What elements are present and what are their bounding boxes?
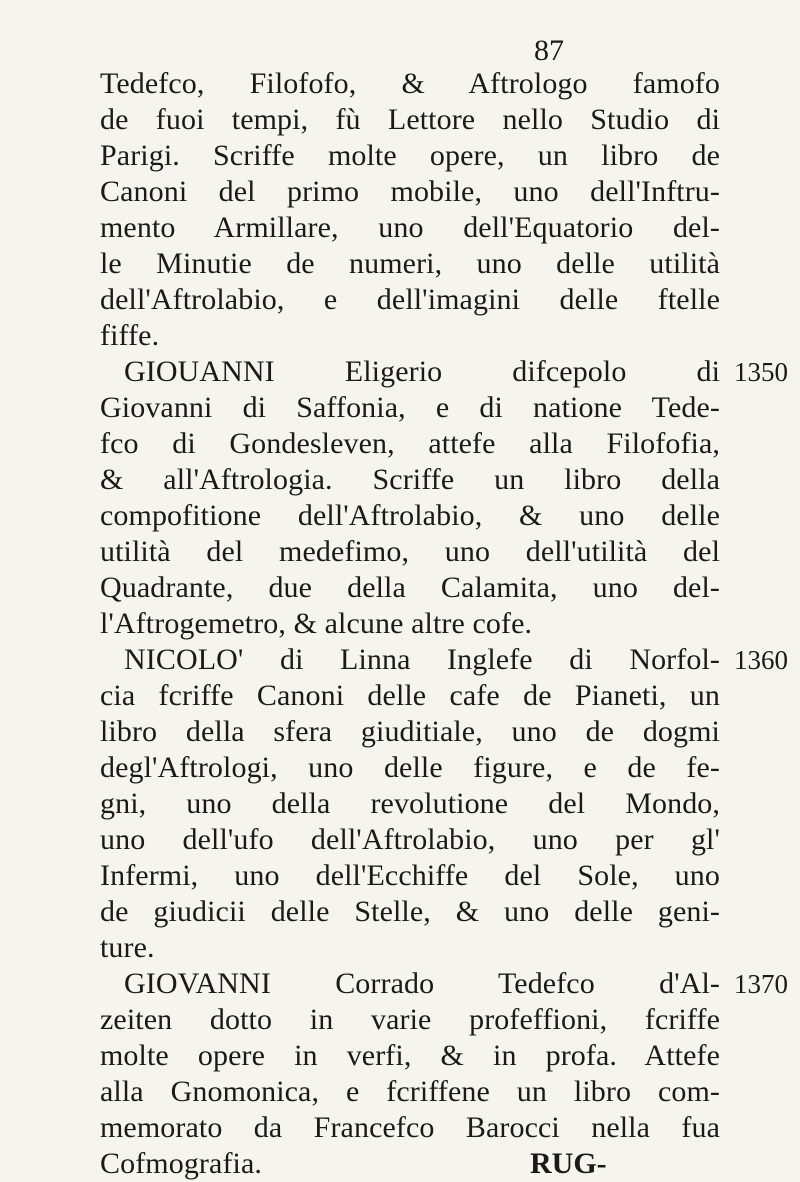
text-line: memorato da Francefco Barocci nella fua — [100, 1111, 720, 1144]
text-line: utilità del medefimo, uno dell'utilità del — [100, 535, 720, 568]
text-line: ture. — [100, 931, 155, 964]
text-line: gni, uno della revolutione del Mondo, — [100, 787, 720, 820]
text-line: zeiten dotto in varie profeffioni, fcriffe — [100, 1003, 720, 1036]
text-line: dell'Aftrolabio, e dell'imagini delle ftelle — [100, 283, 720, 316]
text-line: mento Armillare, uno dell'Equatorio del- — [100, 211, 720, 244]
text-line: libro della sfera giuditiale, uno de dogmi — [100, 715, 720, 748]
text-line: uno dell'ufo dell'Aftrolabio, uno per gl' — [100, 823, 720, 856]
text-line: molte opere in verfi, & in profa. Attefe — [100, 1039, 720, 1072]
text-line: de fuoi tempi, fù Lettore nello Studio di — [100, 103, 720, 136]
text-line: Giovanni di Saffonia, e di natione Tede- — [100, 391, 720, 424]
text-line: Parigi. Scriffe molte opere, un libro de — [100, 139, 720, 172]
text-line: fco di Gondesleven, attefe alla Filofofia, — [100, 427, 720, 460]
entry-heading-line: GIOUANNI Eligerio difcepolo di — [124, 355, 720, 388]
text-line: alla Gnomonica, e fcriffene un libro com- — [100, 1075, 720, 1108]
catchword: RUG- — [530, 1147, 607, 1180]
text-line: cia fcriffe Canoni delle cafe de Pianeti, un — [100, 679, 720, 712]
margin-year: 1360 — [734, 645, 788, 675]
text-line: degl'Aftrologi, uno delle figure, e de fe- — [100, 751, 720, 784]
margin-year: 1370 — [734, 969, 788, 999]
text-line: fiffe. — [100, 319, 160, 352]
text-line: Canoni del primo mobile, uno dell'Inftru- — [100, 175, 720, 208]
text-line: de giudicii delle Stelle, & uno delle geni- — [100, 895, 720, 928]
text-line: Quadrante, due della Calamita, uno del- — [100, 571, 720, 604]
entry-heading-line: GIOVANNI Corrado Tedefco d'Al- — [124, 967, 720, 1000]
text-line: le Minutie de numeri, uno delle utilità — [100, 247, 720, 280]
entry-heading-line: NICOLO' di Linna Inglefe di Norfol- — [124, 643, 720, 676]
text-line: Tedefco, Filofofo, & Aftrologo famofo — [100, 67, 720, 100]
text-line: compofitione dell'Aftrolabio, & uno delle — [100, 499, 720, 532]
text-line: Cofmografia. — [100, 1147, 262, 1180]
margin-year: 1350 — [734, 357, 788, 387]
text-line: & all'Aftrologia. Scriffe un libro della — [100, 463, 720, 496]
text-line: l'Aftrogemetro, & alcune altre cofe. — [100, 607, 533, 640]
page-number: 87 — [534, 34, 564, 67]
text-line: Infermi, uno dell'Ecchiffe del Sole, uno — [100, 859, 720, 892]
